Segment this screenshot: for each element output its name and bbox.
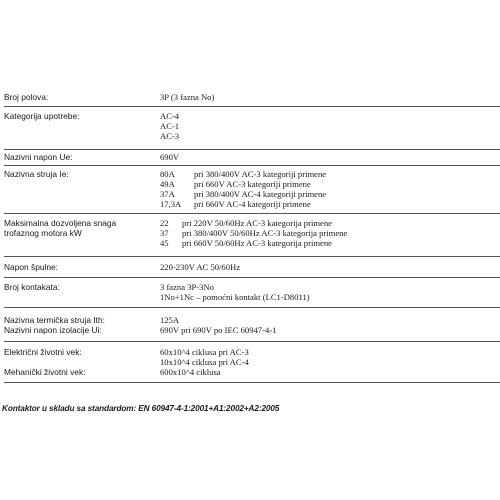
spec-row-motor-power xyxy=(4,214,500,257)
spec-value-condition: pri 660V AC-4 kategoriji primene xyxy=(194,199,311,209)
spec-value-amount: 17,3A xyxy=(160,199,182,209)
spec-value: AC-4 xyxy=(160,111,180,121)
spec-value: 3 fazna 3P-3No xyxy=(160,282,214,292)
spec-label: Nazivni napon Ue: xyxy=(4,152,73,162)
spec-label: trofaznog motora kW xyxy=(4,228,82,238)
spec-value-condition: pri 380/400V 50/60Hz AC-3 kategorija primene xyxy=(182,228,348,238)
spec-value: 690V xyxy=(160,152,180,162)
spec-row-voltage xyxy=(4,150,500,166)
spec-value: 1No+1Nc – pomoćni kontakt (LC1-D8011) xyxy=(160,292,310,302)
spec-value-pair xyxy=(160,169,500,179)
spec-value-amount: 45 xyxy=(160,238,169,248)
spec-value-pair xyxy=(160,199,500,209)
spec-label: Nazivna termička struja Ith: xyxy=(4,315,105,325)
spec-label: Nazivni napon izolacije Ui: xyxy=(4,325,102,335)
spec-value: AC-3 xyxy=(160,131,180,141)
spec-row-current xyxy=(4,166,500,214)
spec-value: 60x10^4 ciklusa pri AC-3 xyxy=(160,347,249,357)
spec-value-amount: 80A xyxy=(160,169,175,179)
spec-value: 10x10^4 ciklusa pri AC-4 xyxy=(160,357,249,367)
spec-value-pair xyxy=(160,228,500,238)
spec-row-life xyxy=(4,342,500,383)
spec-label: Kategorija upotrebe: xyxy=(4,111,80,121)
spec-value-condition: pri 380/400V AC-3 kategoriji primene xyxy=(194,169,327,179)
spec-row-thermal-insulation xyxy=(4,308,500,342)
spec-table xyxy=(4,86,500,383)
spec-value-amount: 37A xyxy=(160,189,175,199)
spec-label: Broj polova: xyxy=(4,92,49,102)
spec-value-condition: pri 660V AC-3 kategoriji primene xyxy=(194,179,311,189)
spec-value: 220-230V AC 50/60Hz xyxy=(160,262,241,272)
spec-value-amount: 37 xyxy=(160,228,169,238)
spec-value-amount: 49A xyxy=(160,179,175,189)
spec-label: Broj kontakata: xyxy=(4,282,60,292)
standard-compliance-note: Kontaktor u skladu sa standardom: EN 60947-4-1:2001+A1:2002+A2:2005 xyxy=(2,404,280,413)
spec-row-category xyxy=(4,107,500,150)
spec-label: Maksimalna dozvoljena snaga xyxy=(4,218,117,228)
spec-value-amount: 22 xyxy=(160,218,169,228)
spec-value-condition: pri 660V 50/60Hz AC-3 kategorija primene xyxy=(182,238,332,248)
spec-value: 690V pri 690V po IEC 60947-4-1 xyxy=(160,325,277,335)
spec-row-coil-voltage xyxy=(4,257,500,278)
spec-value-pair xyxy=(160,238,500,248)
spec-label xyxy=(4,357,158,367)
spec-label: Napon špulne: xyxy=(4,262,59,272)
spec-label: Električni životni vek: xyxy=(4,347,82,357)
spec-value: 3P (3 fazna No) xyxy=(160,92,215,102)
spec-row-poles xyxy=(4,86,500,107)
spec-value: 125A xyxy=(160,315,180,325)
spec-value-pair xyxy=(160,179,500,189)
spec-value-pair xyxy=(160,189,500,199)
spec-label: Nazivna struja Ie: xyxy=(4,169,69,179)
spec-label: Mehanički životni vek: xyxy=(4,367,86,377)
spec-value-condition: pri 380/400V AC-4 kategoriji primene xyxy=(194,189,327,199)
spec-value: AC-1 xyxy=(160,121,180,131)
spec-row-contacts xyxy=(4,278,500,308)
spec-value-pair xyxy=(160,218,500,228)
spec-value-condition: pri 220V 50/60Hz AC-3 kategorija primene xyxy=(182,218,332,228)
spec-value: 600x10^4 ciklusa xyxy=(160,367,221,377)
